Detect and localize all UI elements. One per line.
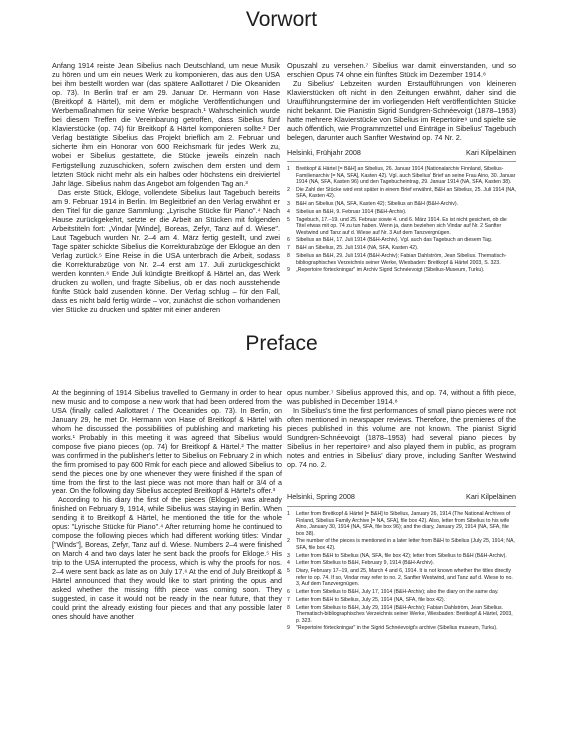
vorwort-paragraph: Opuszahl zu versehen.⁷ Sibelius war damit einverstanden, und so erschien Opus 74 ohne ein fünftes Stück im Dezember 1914.⁸ xyxy=(287,61,516,80)
footnote xyxy=(287,605,516,625)
footnote-number: 1 xyxy=(287,511,290,517)
footnote xyxy=(287,538,516,551)
footnote-text: Letter from B&H to Sibelius (NA, SFA, file box 42); letter from Sibelius to B&H (B&H-Archiv). xyxy=(296,552,507,559)
footnote-text: Sibelius an B&H, 17. Juli 1914 (B&H-Archiv). Vgl. auch das Tagebuch an diesem Tag. xyxy=(296,237,493,244)
preface-paragraph: At the beginning of 1914 Sibelius travelled to Germany in order to hear new music and to compose a new work that had been ordered from the USA (finally called Aallottaret / The Oceanides op. 73). In Berlin, on January 29, he met Dr. Hermann von Hase of Breitkopf & Härtel with whom he discussed the possibilities of publishing and marketing his works.¹ Probably in this meeting it was agreed that Sibelius would compose five piano pieces (op. 74) for Breitkopf & Härtel.² The matter was confirmed in the publisher's letter to Sibelius on February 2 in which the firm promised to pay 600 Rmk for each piece and allowed Sibelius to send the pieces one by one whenever they were finished if the span of time from the first to the last piece was not more than half or 3/4 of a year. On the following day Sibelius accepted Breitkopf & Härtel's offer.³ xyxy=(52,389,282,496)
footnote-text: „Repertoire förteckningar" im Archiv Sigrid Schnéevoigt (Sibelius-Museum, Turku). xyxy=(296,267,485,274)
footnote-number: 8 xyxy=(287,253,290,260)
footnote-number: 5 xyxy=(287,568,290,575)
preface-paragraph: opus number.⁷ Sibelius approved this, and op. 74, without a fifth piece, was published in December 1914.⁸ xyxy=(287,389,516,406)
preface-paragraph: According to his diary the first of the pieces (Eklogue) was already finished on February 9, 1914, while Sibelius was staying in Berlin. When sending it to Breitkopf & Härtel, he mentioned the title for the whole opus: "Lyrische Stücke für Piano".⁴ After returning home he continued to compose the following pieces which had different working titles: Vindar ["Winds"], Boreas, Zefyr, Tanz auf d. Wiese. Numbers 2–4 were finished on March 4 and two days later he sent back the proofs for Ekloge.⁵ His trip to the USA interrupted the process, which is why the proofs for nos. 2–4 were sent back as late as on July 17.⁶ At the end of July Breitkopf & Härtel announced that they would like to start printing the opus and asked whether the missing fifth piece was coming soon. They suggested, in case it would not be ready in the near future, that they could print the already existing four pieces and that any possible later ones should have another xyxy=(52,496,282,621)
signature-place: Helsinki, Spring 2008 xyxy=(287,492,355,501)
footnote xyxy=(287,253,516,266)
footnote-text: Breitkopf & Härtel [= B&H] an Sibelius, 26. Januar 1914 (Nationalarchiv Finnland, Sibelius-Familienarchiv [= NA, SFA], Kasten 42). Vgl. auch Sibelius' Brief an seine Frau Aino, 30. Januar 1914 (NA, SFA, Kasten 96) und den Tagebucheintrag, 29. Januar 1914 (NA, SFA, Kasten 38). xyxy=(296,166,516,185)
preface-right-column xyxy=(287,389,516,470)
footnote xyxy=(287,625,516,632)
footnote-number: 8 xyxy=(287,604,290,611)
preface-heading: Preface xyxy=(245,332,318,355)
footnote-text: Sibelius an B&H, 9. Februar 1914 (B&H-Archiv). xyxy=(296,208,407,215)
vorwort-footnotes xyxy=(287,166,516,275)
footnote xyxy=(287,209,516,216)
footnote-number: 9 xyxy=(287,267,290,274)
preface-footnote-divider xyxy=(287,506,516,507)
footnote xyxy=(287,568,516,588)
footnote-number: 3 xyxy=(287,201,290,208)
footnote-text: Letter from B&H to Sibelius, July 25, 1914 (NA, SFA, file box 42). xyxy=(296,596,446,603)
footnote-text: B&H an Sibelius (NA, SFA, Kasten 42); Sibelius an B&H (B&H-Archiv). xyxy=(296,201,459,208)
footnote xyxy=(287,166,516,186)
vorwort-heading: Vorwort xyxy=(245,8,318,31)
preface-signature xyxy=(287,492,516,501)
footnote-number: 5 xyxy=(287,216,290,223)
footnote-number: 2 xyxy=(287,186,290,193)
preface-paragraph: In Sibelius's time the first performances of small piano pieces were not often mentioned in newspaper reviews. Therefore, the premieres of the pieces published in this volume are not known. The pianist Sigrid Sundgren-Schnéevoigt (1878–1953) had several piano pieces by Sibelius in her repertoire⁹ and also played them in public, as program notes and entries in Sibelius' diary prove, including Sanfter Westwind op. 74 no. 2. xyxy=(287,406,516,469)
vorwort-paragraph: Das erste Stück, Ekloge, vollendete Sibelius laut Tagebuch bereits am 9. Februar 1914 in Berlin. Im Begleitbrief an den Verlag erwähnt er den Titel für die ganze Sammlung: „Lyrische Stücke für Piano".⁴ Nach Hause zurückgekehrt, setzte er die Arbeit an Stücken mit folgenden Arbeitstiteln fort: „Vindar [Winde], Boreas, Zefyr, Tanz auf d. Wiese". Laut Tagebuch wurden Nr. 2–4 am 4. März fertig gestellt, und zwei Tage später schickte Sibelius die Korrekturabzüge der Eklogue an den Verlag zurück.⁵ Eine Reise in die USA unterbrach die Arbeit, sodass die Korrekturabzüge von Nr. 2–4 erst am 17. Juli zurückgeschickt werden konnten.⁶ Ende Juli kündigte Breitkopf & Härtel an, das Werk drucken zu wollen, und fragte Sibelius, ob er das noch ausstehende fünfte Stück bald zusenden könne. Der Verlag schlug – für den Fall, dass es nicht bald fertig würde – vor, zunächst die schon vorhandenen vier Stücke zu drucken und später mit einer anderen xyxy=(52,187,280,315)
vorwort-footnote-divider xyxy=(287,161,516,162)
footnote-text: Sibelius an B&H, 29. Juli 1914 (B&H-Archiv); Fabian Dahlström, Jean Sibelius. Thematisch-bibliographisches Verzeichnis seiner Werke, Wiesbaden: Breitkopf & Härtel 2003, S. 323. xyxy=(296,253,507,266)
footnote xyxy=(287,201,516,208)
footnote xyxy=(287,217,516,237)
footnote-number: 3 xyxy=(287,552,290,559)
footnote xyxy=(287,597,516,604)
footnote xyxy=(287,187,516,200)
vorwort-paragraph: Zu Sibelius' Lebzeiten wurden Erstaufführungen von kleineren Klavierstücken oft nicht in den Zeitungen erwähnt, daher sind die Uraufführungstermine der im vorliegenden Heft veröffentlichten Stücke nicht bekannt. Die Pianistin Sigrid Sundgren-Schnéevoigt (1878–1953) hatte mehrere Klavierstücke von Sibelius im Repertoire⁹ und spielte sie auch öffentlich, wie Programmzettel und Einträge in Sibelius' Tagebuch belegen, darunter auch Sanfter Westwind op. 74 Nr. 2. xyxy=(287,79,516,143)
vorwort-left-column xyxy=(52,61,280,314)
vorwort-paragraph: Anfang 1914 reiste Jean Sibelius nach Deutschland, um neue Musik zu hören und um ein neues Werk zu komponieren, das aus den USA bei ihm bestellt worden war (das spätere Aallottaret / Die Okeaniden op. 73). In Berlin traf er am 29. Januar Dr. Hermann von Hase (Breitkopf & Härtel), mit dem er mögliche Veröffentlichungen und Werbemaßnahmen für seine Werke besprach.¹ Wahrscheinlich wurde bei diesem Treffen die Vereinbarung getroffen, dass Sibelius fünf Klavierstücke (op. 74) für Breitkopf & Härtel komponieren sollte.² Der Verlag bestätigte Sibelius das Projekt brieflich am 2. Februar und sicherte ihm ein Honorar von 600 Reichsmark für jedes Werk zu, wobei er Sibelius gestattete, die Stücke jeweils einzeln nach Fertigstellung zuzuschicken, sofern zwischen dem ersten und dem letzten Stück nicht mehr als ein halbes oder höchstens ein dreiviertel Jahr läge. Sibelius nahm das Angebot am folgenden Tag an.³ xyxy=(52,61,280,188)
footnote-number: 6 xyxy=(287,588,290,595)
footnote xyxy=(287,237,516,244)
vorwort-signature xyxy=(287,148,516,157)
footnote-number: 1 xyxy=(287,166,290,172)
footnote-number: 2 xyxy=(287,538,290,545)
footnote xyxy=(287,553,516,560)
footnote xyxy=(287,245,516,252)
footnote-number: 7 xyxy=(287,245,290,252)
vorwort-right-column xyxy=(287,61,516,142)
signature-name: Kari Kilpeläinen xyxy=(466,148,516,157)
footnote xyxy=(287,589,516,596)
footnote-number: 4 xyxy=(287,560,290,567)
footnote-number: 4 xyxy=(287,208,290,215)
footnote-text: Tagebuch, 17.–19. und 25. Februar sowie 4. und 6. März 1914. Es ist nicht gesichert, ob die Titel etwas mit op. 74 zu tun haben. Wenn ja, dann beziehen sich Vindar auf Nr. 2 Sanfter Westwind und Tanz auf d. Wiese auf Nr. 3 Auf dem Tanzvergnügen. xyxy=(296,216,507,236)
preface-footnotes xyxy=(287,511,516,633)
footnote xyxy=(287,560,516,567)
signature-name: Kari Kilpeläinen xyxy=(466,492,516,501)
footnote-text: "Repertoire förteckningar" in the Sigrid Schnéevoigt's archive (Sibelius museum, Turku). xyxy=(296,625,498,632)
footnote xyxy=(287,511,516,537)
footnote-text: Letter from Sibelius to B&H, February 9, 1914 (B&H-Archiv). xyxy=(296,560,435,567)
footnote-text: Letter from Breitkopf & Härtel [= B&H] to Sibelius, January 26, 1914 (The National Archives of Finland, Sibelius Family Archive [= NA, SFA], file box 42). Also, letter from Sibelius to his wife Aino, January 30, 1914 (NA, SFA, file box 96); and the diary, January 29, 1914 (NA, SFA, file box 38). xyxy=(296,511,511,537)
footnote-number: 6 xyxy=(287,237,290,244)
footnote-text: Letter from Sibelius to B&H, July 17, 1914 (B&H-Archiv); also the diary on the same day. xyxy=(296,588,499,595)
footnote xyxy=(287,267,516,274)
footnote-text: Letter from Sibelius to B&H, July 29, 1914 (B&H-Archiv); Fabian Dahlström, Jean Sibelius. Thematisch-bibliographisches Verzeichnis seiner Werke, Wiesbaden: Breitkopf & Härtel, 2003, p. 323. xyxy=(296,604,513,624)
footnote-text: The number of the pieces is mentioned in a later letter from B&H to Sibelius (July 25, 1914; NA, SFA, file box 42). xyxy=(296,538,515,551)
preface-left-column xyxy=(52,389,282,622)
footnote-number: 9 xyxy=(287,625,290,632)
footnote-text: Die Zahl der Stücke wird erst später in einem Brief erwähnt, B&H an Sibelius, 25. Juli 1914 (NA, SFA, Kasten 42). xyxy=(296,186,516,200)
footnote-number: 7 xyxy=(287,596,290,603)
footnote-text: Diary, February 17–19, and 25, March 4 and 6, 1914. It is not known whether the titles directly refer to op. 74. If so, Vindar may refer to no. 2, Sanfter Westwind, and Tanz auf d. Wiese to no. 3, Auf dem Tanzvergnügen. xyxy=(296,568,513,588)
signature-place: Helsinki, Frühjahr 2008 xyxy=(287,148,361,157)
footnote-text: B&H an Sibelius, 25. Juli 1914 (NA, SFA, Kasten 42). xyxy=(296,245,419,252)
